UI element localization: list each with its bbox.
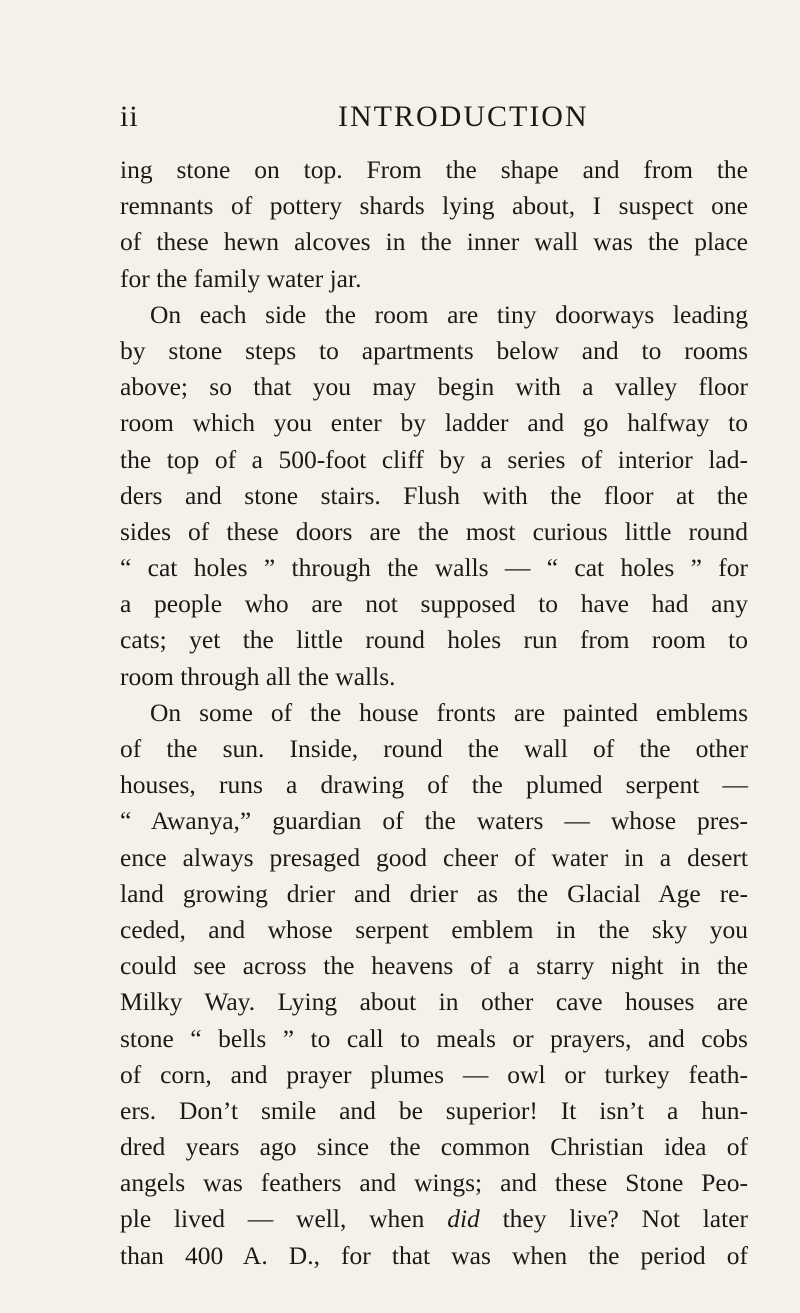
text-line: “ cat holes ” through the walls — “ cat holes ” for [120, 553, 748, 583]
page-number: ii [120, 100, 139, 133]
text-line: by stone steps to apartments below and to rooms [120, 335, 748, 365]
text-line: above; so that you may begin with a valley floor [120, 372, 748, 402]
text-line: for the family water jar. [120, 263, 362, 293]
body-text [120, 152, 748, 1274]
text-line: than 400 A. D., for that was when the period of [120, 1240, 748, 1270]
text-line: of the sun. Inside, round the wall of the other [120, 734, 748, 763]
text-line: “ Awanya,” guardian of the waters — whose pres- [120, 806, 748, 836]
text-segment: they live? Not later [502, 1204, 749, 1234]
text-line: room through all the walls. [120, 661, 396, 691]
text-line: the top of a 500-foot cliff by a series of interior lad- [120, 444, 748, 474]
paragraph-start-line: On each side the room are tiny doorways leading [150, 299, 748, 329]
text-line: ing stone on top. From the shape and from the [120, 155, 748, 184]
text-line: cats; yet the little round holes run from room to [120, 625, 748, 655]
italic-word: did [447, 1204, 480, 1234]
text-line: ceded, and whose serpent emblem in the sky you [120, 914, 748, 944]
text-segment: ple lived — well, when [120, 1204, 425, 1234]
text-line: room which you enter by ladder and go halfway to [120, 408, 748, 438]
text-line: ence always presaged good cheer of water in a desert [120, 842, 748, 872]
text-line: houses, runs a drawing of the plumed serpent — [120, 770, 748, 800]
text-line: of these hewn alcoves in the inner wall was the place [120, 227, 748, 257]
text-line-with-italic [120, 1201, 748, 1237]
text-line: could see across the heavens of a starry night in the [120, 951, 748, 981]
text-line: ders and stone stairs. Flush with the floor at the [120, 480, 748, 510]
text-line: dred years ago since the common Christian idea of [120, 1132, 748, 1162]
text-line: land growing drier and drier as the Glacial Age re- [120, 878, 748, 908]
text-line: angels was feathers and wings; and these Stone Peo- [120, 1168, 748, 1198]
text-line: Milky Way. Lying about in other cave houses are [120, 987, 748, 1017]
text-line: stone “ bells ” to call to meals or prayers, and cobs [120, 1023, 748, 1053]
page-header [120, 100, 748, 144]
running-head: INTRODUCTION [338, 100, 589, 133]
text-line: ers. Don’t smile and be superior! It isn’t a hun- [120, 1095, 748, 1125]
text-line: a people who are not supposed to have had any [120, 589, 748, 619]
text-line: sides of these doors are the most curious little round [120, 516, 748, 546]
text-line: remnants of pottery shards lying about, I suspect one [120, 191, 748, 221]
text-line: of corn, and prayer plumes — owl or turkey feath- [120, 1059, 748, 1089]
paragraph-start-line: On some of the house fronts are painted emblems [150, 697, 748, 727]
